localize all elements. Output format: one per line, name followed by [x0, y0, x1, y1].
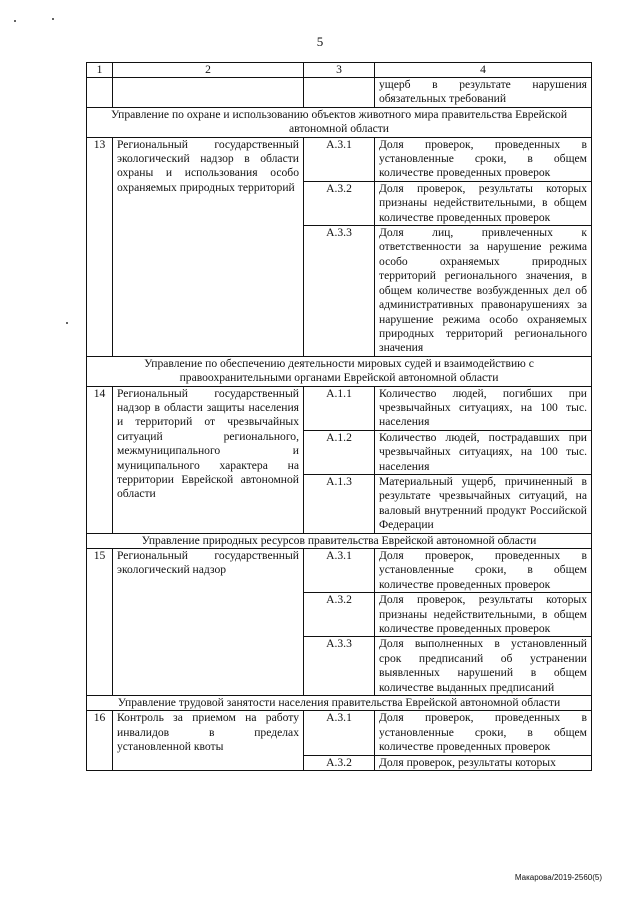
page-number: 5 [316, 34, 324, 49]
section-title: Управление по охране и использованию объектов животного мира правительства Еврейской автономной области [87, 107, 592, 137]
column-header-row [87, 63, 592, 78]
indicator-text: Доля проверок, результаты которых признаны недействительными, в общем количестве проведенных проверок [375, 593, 592, 637]
indicator-code: А.1.2 [304, 430, 375, 474]
column-header: 4 [375, 63, 592, 78]
indicator-text: Доля выполненных в установленный срок предписаний об устранении выявленных нарушений в общем количестве выданных предписаний [375, 637, 592, 696]
indicator-text: Количество людей, пострадавших при чрезвычайных ситуациях, на 100 тыс. населения [375, 430, 592, 474]
empty-cell [87, 78, 113, 108]
indicator-code: А.3.1 [304, 137, 375, 181]
indicator-text: Доля проверок, проведенных в установленные сроки, в общем количестве проведенных проверок [375, 137, 592, 181]
row-number: 14 [87, 386, 113, 533]
column-header: 2 [113, 63, 304, 78]
indicator-text: Количество людей, погибших при чрезвычайных ситуациях, на 100 тыс. населения [375, 386, 592, 430]
control-type-name: Контроль за приемом на работу инвалидов в пределах установленной квоты [113, 711, 304, 771]
section-header-row [87, 107, 592, 137]
indicator-row [87, 549, 592, 593]
row-number: 13 [87, 137, 113, 356]
indicator-row [87, 711, 592, 755]
scan-speck [52, 18, 54, 20]
row-number: 15 [87, 549, 113, 696]
indicator-text: Доля проверок, проведенных в установленные сроки, в общем количестве проведенных проверок [375, 711, 592, 755]
indicator-text: Доля проверок, результаты которых [375, 755, 592, 770]
indicator-text: ущерб в результате нарушения обязательных требований [375, 78, 592, 108]
indicator-code: А.1.3 [304, 474, 375, 533]
indicator-row [87, 137, 592, 181]
section-header-row [87, 533, 592, 548]
indicator-text: Доля лиц, привлеченных к ответственности за нарушение режима особо охраняемых природных территорий регионального значения, в общем количестве возбужденных дел об административных правонарушениях за нарушение режима особо охраняемых природных территорий регионального значения [375, 226, 592, 357]
indicator-code: А.3.1 [304, 711, 375, 755]
indicator-code: А.3.2 [304, 755, 375, 770]
indicator-code: А.3.2 [304, 593, 375, 637]
indicator-code: А.3.3 [304, 226, 375, 357]
indicator-row [87, 386, 592, 430]
empty-cell [304, 78, 375, 108]
document-code: Макарова/2019-2560(5) [514, 873, 602, 882]
row-number: 16 [87, 711, 113, 771]
section-title: Управление трудовой занятости населения правительства Еврейской автономной области [87, 696, 592, 711]
indicators-table [86, 62, 592, 771]
control-type-name: Региональный государственный экологический надзор [113, 549, 304, 696]
section-title: Управление природных ресурсов правительства Еврейской автономной области [87, 533, 592, 548]
section-header-row [87, 356, 592, 386]
scan-speck [14, 20, 16, 22]
indicator-text: Доля проверок, результаты которых признаны недействительными, в общем количестве проведенных проверок [375, 181, 592, 225]
indicator-code: А.1.1 [304, 386, 375, 430]
indicator-code: А.3.2 [304, 181, 375, 225]
indicator-code: А.3.3 [304, 637, 375, 696]
control-type-name: Региональный государственный экологический надзор в области охраны и использования особо охраняемых природных территорий [113, 137, 304, 356]
section-header-row [87, 696, 592, 711]
column-header: 1 [87, 63, 113, 78]
control-type-name: Региональный государственный надзор в области защиты населения и территорий от чрезвычайных ситуаций регионального, межмуниципального и муниципального характера на территории Еврейской автономной области [113, 386, 304, 533]
indicator-text: Материальный ущерб, причиненный в результате чрезвычайных ситуаций, на валовый внутренний продукт Российской Федерации [375, 474, 592, 533]
scan-speck [66, 322, 68, 324]
section-title: Управление по обеспечению деятельности мировых судей и взаимодействию с правоохранительными органами Еврейской автономной области [87, 356, 592, 386]
indicator-code: А.3.1 [304, 549, 375, 593]
indicator-text: Доля проверок, проведенных в установленные сроки, в общем количестве проведенных проверок [375, 549, 592, 593]
continuation-row [87, 78, 592, 108]
column-header: 3 [304, 63, 375, 78]
empty-cell [113, 78, 304, 108]
